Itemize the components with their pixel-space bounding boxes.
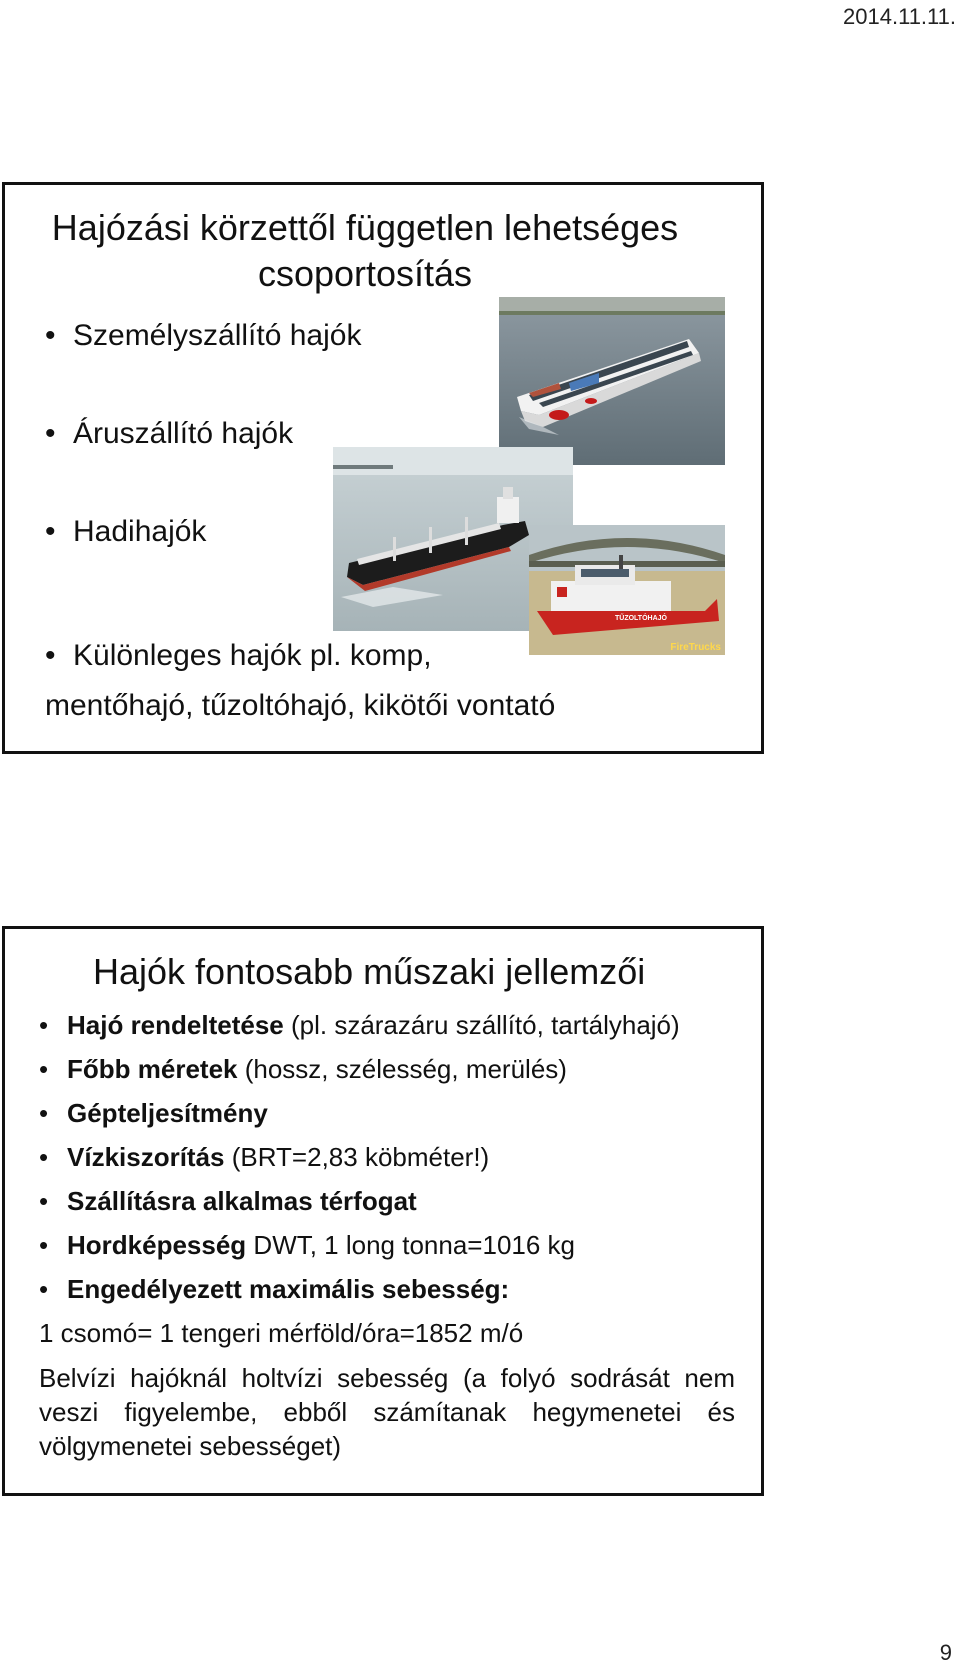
list-item: • Gépteljesítmény (39, 1098, 268, 1128)
bullet-item: • Személyszállító hajók (45, 319, 362, 352)
list-item: • Hordképesség DWT, 1 long tonna=1016 kg (39, 1230, 576, 1260)
slide-title-line2: csoportosítás (257, 253, 473, 294)
list-item: • Főbb méretek (hossz, szélesség, merülés) (39, 1054, 567, 1084)
bullet-item-label: Hadihajók (73, 515, 207, 548)
bullet-item-label: Személyszállító hajók (73, 319, 362, 352)
bullet-item: • Különleges hajók pl. komp, mentőhajó, tűzoltóhajó, kikötői vontató (45, 631, 555, 731)
list-item-term: Vízkiszorítás (67, 1142, 225, 1172)
bullet-item: • Hadihajók (45, 515, 207, 548)
watermark-logo: FireTrucks (670, 642, 721, 653)
page-number: 9 (939, 1640, 952, 1665)
bullet-item-label: Áruszállító hajók (73, 417, 294, 450)
list-item-term: Hordképesség (67, 1230, 247, 1260)
passenger-ship-photo (499, 297, 725, 465)
list-item: • Hajó rendeltetése (pl. szárazáru szállító, tartályhajó) (39, 1010, 680, 1040)
list-item-detail: (BRT=2,83 köbméter!) (224, 1142, 490, 1172)
fireboat-hull-label: TŰZOLTÓHAJÓ (615, 615, 667, 622)
slide-ship-groups (2, 182, 764, 754)
slide-technical-characteristics (2, 926, 764, 1496)
list-item-detail: DWT, 1 long tonna=1016 kg (246, 1230, 576, 1260)
list-item-term: Főbb méretek (67, 1054, 238, 1084)
list-item-term: Szállításra alkalmas térfogat (67, 1186, 417, 1216)
characteristics-list (39, 1009, 735, 1475)
fireboat-photo (529, 525, 725, 655)
list-item: • Engedélyezett maximális sebesség: (39, 1274, 510, 1304)
inland-speed-paragraph: Belvízi hajóknál holtvízi sebesség (a folyó sodrását nem veszi figyelembe, ebből számítanak hegymenetei és völgymenetei sebességet) (39, 1363, 735, 1461)
header-date: 2014.11.11. (843, 4, 956, 29)
bullet-item: • Áruszállító hajók (45, 417, 294, 450)
list-item: • Vízkiszorítás (BRT=2,83 köbméter!) (39, 1142, 490, 1172)
bullet-item-label: Különleges hajók pl. komp, (73, 639, 432, 672)
list-item-detail: (hossz, szélesség, merülés) (237, 1054, 567, 1084)
list-item-term: Gépteljesítmény (67, 1098, 268, 1128)
list-item: • Szállításra alkalmas térfogat (39, 1186, 417, 1216)
slide-title (5, 205, 725, 297)
list-item-term: Hajó rendeltetése (67, 1010, 284, 1040)
bullet-item-continuation: mentőhajó, tűzoltóhajó, kikötői vontató (45, 689, 556, 722)
list-item-detail: (pl. szárazáru szállító, tartályhajó) (283, 1010, 680, 1040)
list-item-term: Engedélyezett maximális sebesség: (67, 1274, 510, 1304)
slide-title-line1: Hajózási körzettől független lehetséges (51, 207, 679, 248)
knot-definition: 1 csomó= 1 tengeri mérföld/óra=1852 m/ó (39, 1318, 524, 1348)
slide-title: Hajók fontosabb műszaki jellemzői (93, 951, 646, 992)
